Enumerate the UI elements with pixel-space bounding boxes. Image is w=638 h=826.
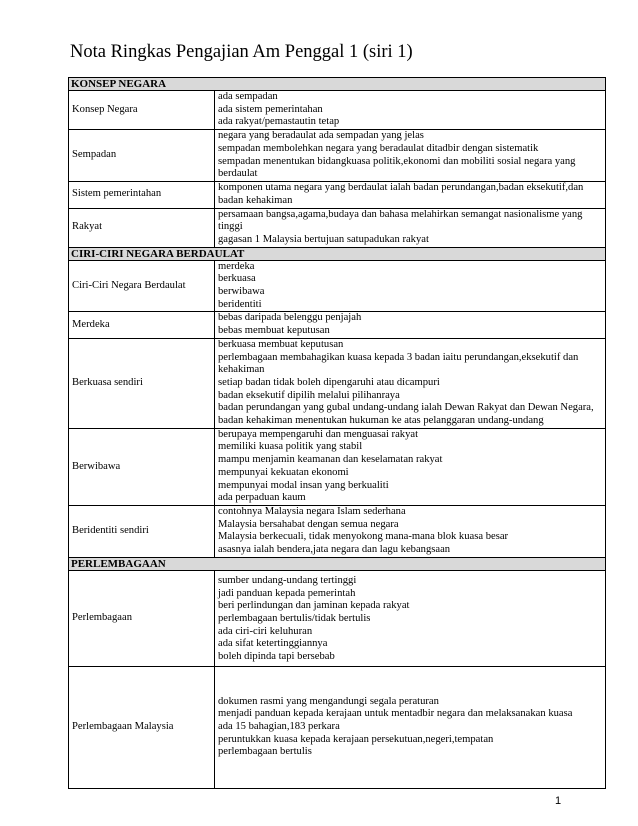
content-line: menjadi panduan kepada kerajaan untuk mentadbir negara dan melaksanakan kuasa	[218, 708, 573, 720]
content-line: bebas membuat keputusan	[218, 325, 330, 337]
table-row	[69, 208, 606, 247]
row-content	[215, 505, 606, 557]
row-content	[215, 208, 606, 247]
table-row	[69, 505, 606, 557]
content-line: bebas daripada belenggu penjajah	[218, 312, 362, 324]
section-heading: CIRI-CIRI NEGARA BERDAULAT	[69, 247, 606, 260]
content-line: ada perpaduan kaum	[218, 492, 306, 504]
content-line: badan eksekutif dipilih melalui pilihanraya	[218, 389, 400, 401]
content-line: badan kehakiman menentukan hukuman ke atas pelanggaran undang-undang	[218, 415, 544, 427]
table-row	[69, 570, 606, 666]
row-content	[215, 428, 606, 505]
row-content	[215, 312, 606, 338]
row-label: Perlembagaan Malaysia	[69, 666, 215, 788]
section-header-ciri-ciri	[69, 247, 606, 260]
content-line: peruntukkan kuasa kepada kerajaan persekutuan,negeri,tempatan	[218, 733, 494, 745]
table-row	[69, 338, 606, 428]
row-label: Konsep Negara	[69, 91, 215, 130]
content-line: sempadan membolehkan negara yang beradaulat ditadbir dengan sistematik	[218, 142, 539, 154]
content-line: perlembagaan membahagikan kuasa kepada 3 badan iaitu perundangan,eksekutif dan kehakiman	[218, 351, 579, 376]
row-content	[215, 260, 606, 312]
section-header-perlembagaan	[69, 557, 606, 570]
notes-table	[68, 77, 606, 789]
content-line: sumber undang-undang tertinggi	[218, 574, 357, 586]
content-line: ada ciri-ciri keluhuran	[218, 625, 313, 637]
table-row	[69, 182, 606, 208]
content-line: ada 15 bahagian,183 perkara	[218, 720, 340, 732]
row-content	[215, 91, 606, 130]
table-row	[69, 91, 606, 130]
row-label: Berkuasa sendiri	[69, 338, 215, 428]
content-line: mampu menjamin keamanan dan keselamatan rakyat	[218, 454, 443, 466]
content-line: Malaysia berkecuali, tidak menyokong mana-mana blok kuasa besar	[218, 531, 509, 543]
content-line: mempunyai modal insan yang berkualiti	[218, 479, 389, 491]
content-line: komponen utama negara yang berdaulat ialah badan perundangan,badan eksekutif,dan badan kehakiman	[218, 182, 584, 206]
content-line: jadi panduan kepada pemerintah	[218, 587, 356, 599]
row-label: Berwibawa	[69, 428, 215, 505]
content-line: berkuasa membuat keputusan	[218, 338, 344, 350]
content-line: Malaysia bersahabat dengan semua negara	[218, 518, 399, 530]
content-line: beridentiti	[218, 298, 262, 310]
content-line: ada sifat ketertinggiannya	[218, 638, 328, 650]
content-line: boleh dipinda tapi bersebab	[218, 651, 335, 663]
section-heading: KONSEP NEGARA	[69, 78, 606, 91]
content-line: perlembagaan bertulis/tidak bertulis	[218, 612, 371, 624]
row-content	[215, 338, 606, 428]
content-line: asasnya ialah bendera,jata negara dan lagu kebangsaan	[218, 544, 451, 556]
row-label: Beridentiti sendiri	[69, 505, 215, 557]
content-line: persamaan bangsa,agama,budaya dan bahasa melahirkan semangat nasionalisme yang tinggi	[218, 208, 583, 233]
content-line: berupaya mempengaruhi dan menguasai rakyat	[218, 428, 419, 440]
row-label: Sistem pemerintahan	[69, 182, 215, 208]
content-line: memiliki kuasa politik yang stabil	[218, 441, 363, 453]
table-row	[69, 130, 606, 182]
content-line: berwibawa	[218, 286, 265, 298]
content-line: dokumen rasmi yang mengandungi segala peraturan	[218, 695, 439, 707]
row-label: Rakyat	[69, 208, 215, 247]
content-line: badan perundangan yang gubal undang-undang ialah Dewan Rakyat dan Dewan Negara,	[218, 402, 594, 414]
row-content	[215, 570, 606, 666]
section-header-konsep-negara	[69, 78, 606, 91]
row-label: Ciri-Ciri Negara Berdaulat	[69, 260, 215, 312]
row-label: Merdeka	[69, 312, 215, 338]
content-line: gagasan 1 Malaysia bertujuan satupadukan rakyat	[218, 233, 429, 245]
page-number: 1	[555, 795, 562, 807]
page-title: Nota Ringkas Pengajian Am Penggal 1 (siri 1)	[70, 42, 413, 62]
table-row	[69, 666, 606, 788]
content-line: ada sempadan	[218, 91, 278, 102]
table-row	[69, 260, 606, 312]
content-line: perlembagaan bertulis	[218, 746, 312, 758]
content-line: sempadan menentukan bidangkuasa politik,ekonomi dan mobiliti sosial negara yang berdaulat	[218, 155, 576, 180]
content-line: berkuasa	[218, 273, 256, 285]
content-line: setiap badan tidak boleh dipengaruhi atau dicampuri	[218, 376, 440, 388]
table-row	[69, 428, 606, 505]
content-line: ada sistem pemerintahan	[218, 103, 323, 115]
content-line: mempunyai kekuatan ekonomi	[218, 466, 349, 478]
row-content	[215, 130, 606, 182]
content-line: merdeka	[218, 260, 255, 272]
content-line: ada rakyat/pemastautin tetap	[218, 116, 340, 128]
row-content	[215, 182, 606, 208]
content-line: beri perlindungan dan jaminan kepada rakyat	[218, 600, 410, 612]
row-label: Perlembagaan	[69, 570, 215, 666]
section-heading: PERLEMBAGAAN	[69, 557, 606, 570]
row-label: Sempadan	[69, 130, 215, 182]
content-line: contohnya Malaysia negara Islam sederhana	[218, 505, 406, 517]
table-row	[69, 312, 606, 338]
content-line: negara yang beradaulat ada sempadan yang jelas	[218, 130, 424, 142]
row-content	[215, 666, 606, 788]
